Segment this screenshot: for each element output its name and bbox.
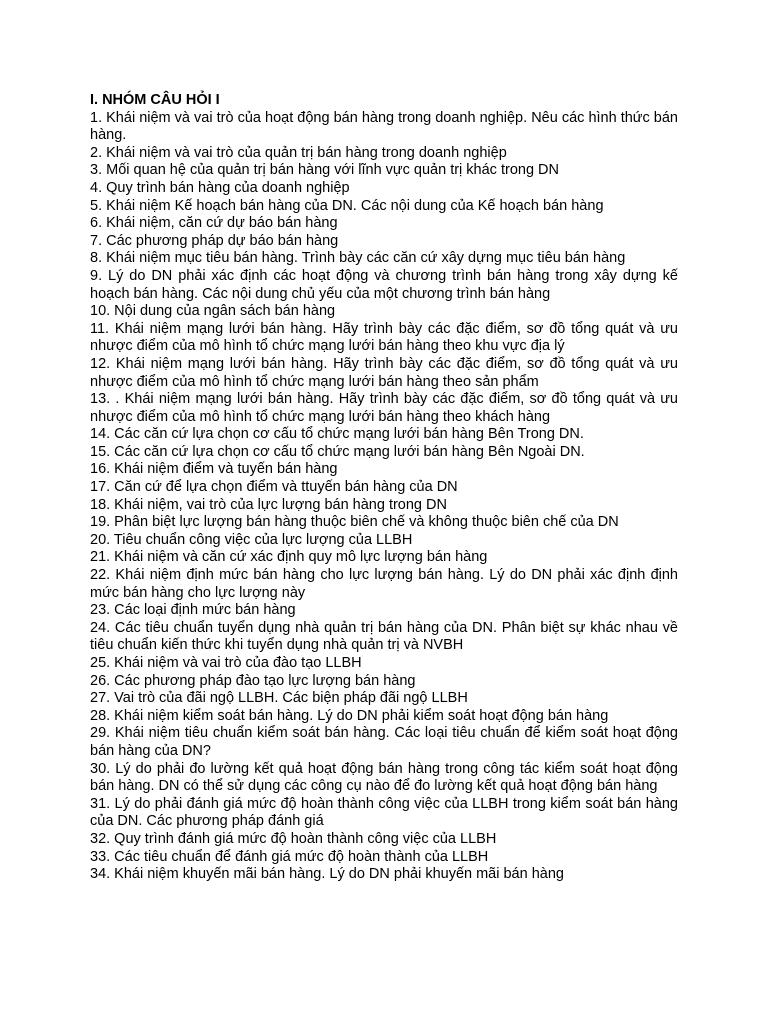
question-item: 12. Khái niệm mạng lưới bán hàng. Hãy trình bày các đặc điểm, sơ đồ tổng quát và ưu nhược điểm của mô hình tổ chức mạng lưới bán hàng theo sản phẩm bbox=[90, 355, 678, 390]
section-heading: I. NHÓM CÂU HỎI I bbox=[90, 92, 220, 108]
question-item: 6. Khái niệm, căn cứ dự báo bán hàng bbox=[90, 215, 338, 232]
question-list bbox=[90, 110, 678, 884]
question-item: 30. Lý do phải đo lường kết quả hoạt động bán hàng trong công tác kiểm soát hoạt động bán hàng. DN có thể sử dụng các công cụ nào để đo lường kết quả hoạt động bán hàng bbox=[90, 760, 678, 795]
question-item: 17. Căn cứ để lựa chọn điểm và ttuyến bán hàng của DN bbox=[90, 479, 458, 496]
question-item: 18. Khái niệm, vai trò của lực lượng bán hàng trong DN bbox=[90, 496, 447, 513]
question-item: 27. Vai trò của đãi ngộ LLBH. Các biện pháp đãi ngộ LLBH bbox=[90, 690, 468, 707]
question-item: 31. Lý do phải đánh giá mức độ hoàn thành công việc của LLBH trong kiểm soát bán hàng của DN. Các phương pháp đánh giá bbox=[90, 795, 678, 830]
question-item: 28. Khái niệm kiểm soát bán hàng. Lý do DN phải kiểm soát hoạt động bán hàng bbox=[90, 707, 609, 724]
question-item: 34. Khái niệm khuyến mãi bán hàng. Lý do DN phải khuyến mãi bán hàng bbox=[90, 866, 564, 883]
question-item: 9. Lý do DN phải xác định các hoạt động và chương trình bán hàng trong xây dựng kế hoạch bán hàng. Các nội dung chủ yếu của một chương trình bán hàng bbox=[90, 267, 678, 302]
question-item: 10. Nội dung của ngân sách bán hàng bbox=[90, 303, 336, 320]
question-item: 25. Khái niệm và vai trò của đào tạo LLBH bbox=[90, 655, 362, 671]
question-item: 7. Các phương pháp dự báo bán hàng bbox=[90, 232, 339, 249]
question-item: 14. Các căn cứ lựa chọn cơ cấu tổ chức mạng lưới bán hàng Bên Trong DN. bbox=[90, 426, 584, 443]
question-item: 32. Quy trình đánh giá mức độ hoàn thành công việc của LLBH bbox=[90, 830, 497, 847]
question-item: 21. Khái niệm và căn cứ xác định quy mô lực lượng bán hàng bbox=[90, 549, 488, 566]
question-item: 8. Khái niệm mục tiêu bán hàng. Trình bày các căn cứ xây dựng mục tiêu bán hàng bbox=[90, 250, 626, 267]
question-item: 26. Các phương pháp đào tạo lực lượng bán hàng bbox=[90, 672, 416, 689]
question-item: 5. Khái niệm Kế hoạch bán hàng của DN. Các nội dung của Kế hoạch bán hàng bbox=[90, 197, 604, 214]
question-item: 23. Các loại định mức bán hàng bbox=[90, 602, 296, 619]
question-item: 15. Các căn cứ lựa chọn cơ cấu tổ chức mạng lưới bán hàng Bên Ngoài DN. bbox=[90, 443, 585, 460]
question-item: 11. Khái niệm mạng lưới bán hàng. Hãy trình bày các đặc điểm, sơ đồ tổng quát và ưu nhược điểm của mô hình tổ chức mạng lưới bán hàng theo khu vực địa lý bbox=[90, 320, 678, 355]
question-item: 16. Khái niệm điểm và tuyến bán hàng bbox=[90, 461, 338, 478]
question-item: 1. Khái niệm và vai trò của hoạt động bán hàng trong doanh nghiệp. Nêu các hình thức bán hàng. bbox=[90, 109, 678, 144]
question-item: 2. Khái niệm và vai trò của quản trị bán hàng trong doanh nghiệp bbox=[90, 144, 507, 161]
question-item: 3. Mối quan hệ của quản trị bán hàng với lĩnh vực quản trị khác trong DN bbox=[90, 162, 559, 179]
question-item: 13. . Khái niệm mạng lưới bán hàng. Hãy trình bày các đặc điểm, sơ đồ tổng quát và ưu nhược điểm của mô hình tổ chức mạng lưới bán hàng theo khách hàng bbox=[90, 391, 678, 425]
question-item: 20. Tiêu chuẩn công việc của lực lượng của LLBH bbox=[90, 531, 413, 548]
question-item: 29. Khái niệm tiêu chuẩn kiểm soát bán hàng. Các loại tiêu chuẩn để kiểm soát hoạt động bán hàng của DN? bbox=[90, 725, 678, 759]
question-item: 22. Khái niệm định mức bán hàng cho lực lượng bán hàng. Lý do DN phải xác định định mức bán hàng cho lực lượng này bbox=[90, 567, 678, 601]
question-item: 4. Quy trình bán hàng của doanh nghiệp bbox=[90, 179, 350, 196]
question-item: 19. Phân biệt lực lượng bán hàng thuộc biên chế và không thuộc biên chế của DN bbox=[90, 514, 619, 531]
question-item: 33. Các tiêu chuẩn để đánh giá mức độ hoàn thành của LLBH bbox=[90, 848, 489, 865]
question-item: 24. Các tiêu chuẩn tuyển dụng nhà quản trị bán hàng của DN. Phân biệt sự khác nhau về tiêu chuẩn kiến thức khi tuyển dụng nhà quản trị và NVBH bbox=[90, 619, 678, 654]
